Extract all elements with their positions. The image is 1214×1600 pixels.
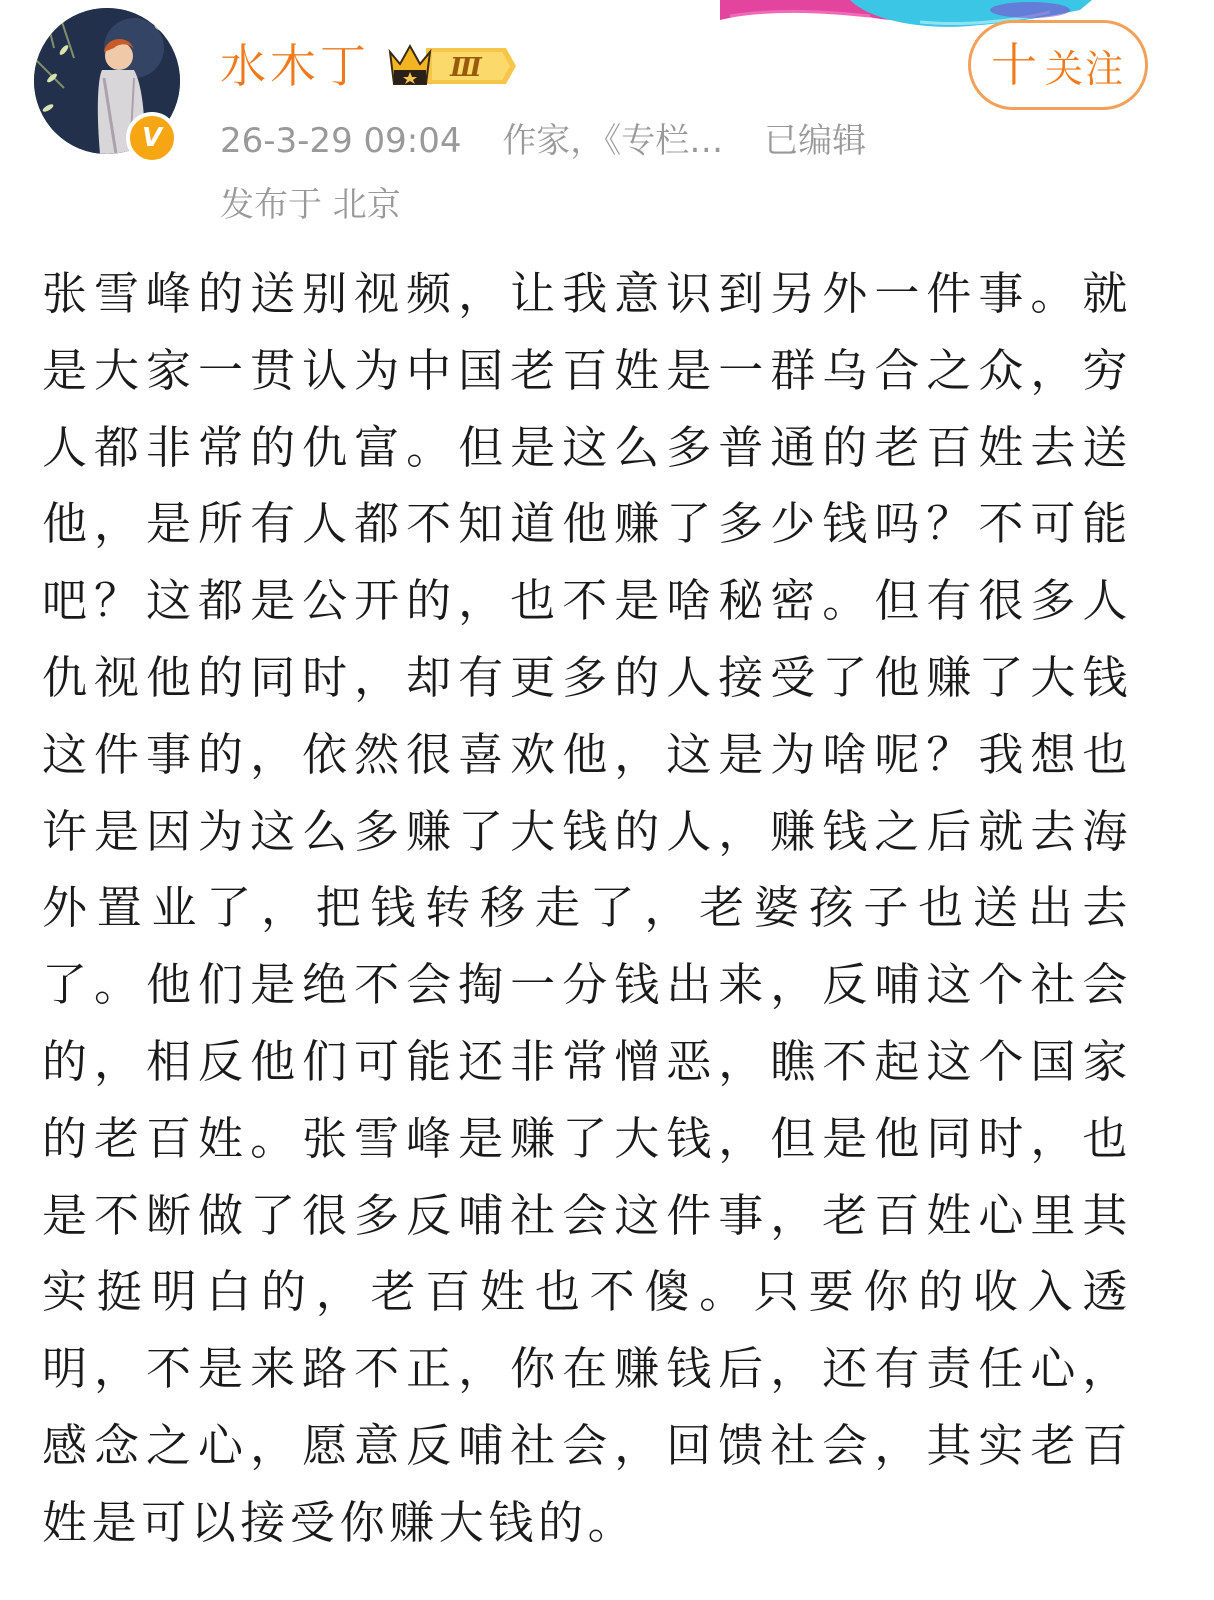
edited-label[interactable]: 已编辑 <box>764 121 867 161</box>
post-timestamp: 26-3-29 09:04 <box>220 121 462 161</box>
follow-button[interactable] <box>968 20 1148 110</box>
crown-icon <box>386 40 518 92</box>
username[interactable]: 水木丁 <box>220 39 370 93</box>
post-location: 发布于 北京 <box>220 185 401 225</box>
post-meta <box>220 116 896 166</box>
post-text: 张雪峰的送别视频，让我意识到另外一件事。就是大家一贯认为中国老百姓是一群乌合之众，穷人都非常的仇富。但是这么多普通的老百姓去送他，是所有人都不知道他赚了多少钱吗？不可能吧？这都是公开的，也不是啥秘密。但有很多人仇视他的同时，却有更多的人接受了他赚了大钱这件事的，依然很喜欢他，这是为啥呢？我想也许是因为这么多赚了大钱的人，赚钱之后就去海外置业了，把钱转移走了，老婆孩子也送出去了。他们是绝不会掏一分钱出来，反哺这个社会的，相反他们可能还非常憎恶，瞧不起这个国家的老百姓。张雪峰是赚了大钱，但是他同时，也是不断做了很多反哺社会这件事，老百姓心里其实挺明白的，老百姓也不傻。只要你的收入透明，不是来路不正，你在赚钱后，还有责任心，感念之心，愿意反哺社会，回馈社会，其实老百姓是可以接受你赚大钱的。 <box>42 267 1132 1549</box>
follow-label: 关注 <box>1044 46 1125 91</box>
verified-icon: V <box>126 112 178 164</box>
member-level: Ⅲ <box>450 53 482 83</box>
post-source[interactable]: 作家，《专栏… <box>502 121 724 161</box>
plus-icon: 十 <box>990 38 1039 92</box>
member-badge[interactable] <box>386 40 518 92</box>
